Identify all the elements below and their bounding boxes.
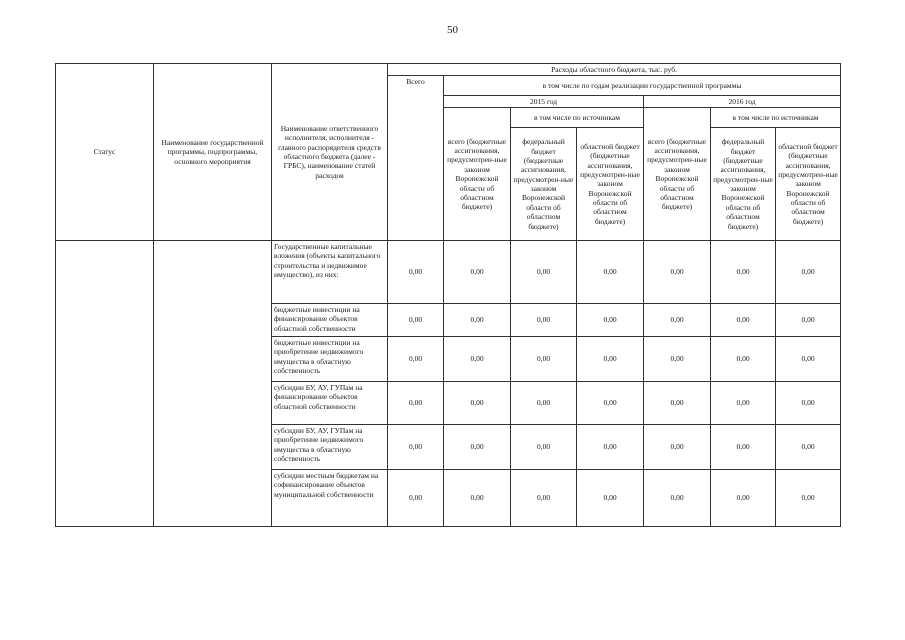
by-years-header: в том числе по годам реализации государственной программы	[444, 76, 841, 96]
row-name: субсидии БУ, АУ, ГУПам на приобретение недвижимого имущества в областную собственность	[272, 425, 388, 470]
status-header: Статус	[56, 64, 154, 241]
value: 0,00	[644, 470, 711, 527]
value: 0,00	[776, 304, 841, 337]
value: 0,00	[444, 241, 511, 304]
value: 0,00	[644, 337, 711, 382]
total-value: 0,00	[388, 382, 444, 425]
value: 0,00	[776, 382, 841, 425]
page-number: 50	[447, 24, 458, 36]
header-row-1	[56, 64, 841, 76]
value: 0,00	[577, 470, 644, 527]
expenses-title-header: Расходы областного бюджета, тыс. руб.	[388, 64, 841, 76]
program-name-header: Наименование государственной программы, подпрограммы, основного мероприятия	[154, 64, 272, 241]
row-name: субсидии местным бюджетам на софинансирование объектов муниципальной собственности	[272, 470, 388, 527]
year2-all-header: всего (бюджетные ассигнования, предусмотрен-ные законом Воронежской области об областном бюджете)	[644, 108, 711, 241]
row-name: субсидии БУ, АУ, ГУПам на финансирование объектов областной собственности	[272, 382, 388, 425]
program-name-cell	[154, 241, 272, 527]
value: 0,00	[644, 382, 711, 425]
total-value: 0,00	[388, 425, 444, 470]
status-cell	[56, 241, 154, 527]
year1-sources-header: в том числе по источникам	[511, 108, 644, 128]
value: 0,00	[511, 241, 577, 304]
value: 0,00	[776, 241, 841, 304]
value: 0,00	[444, 425, 511, 470]
row-name: бюджетные инвестиции на финансирование объектов областной собственности	[272, 304, 388, 337]
value: 0,00	[711, 470, 776, 527]
value: 0,00	[577, 241, 644, 304]
year1-all-header: всего (бюджетные ассигнования, предусмотрен-ные законом Воронежской области об областном бюджете)	[444, 108, 511, 241]
value: 0,00	[577, 304, 644, 337]
value: 0,00	[776, 425, 841, 470]
total-value: 0,00	[388, 241, 444, 304]
year-2016-header: 2016 год	[644, 96, 841, 108]
value: 0,00	[711, 304, 776, 337]
year1-federal-header: федеральный бюджет (бюджетные ассигнования, предусмотрен-ные законом Воронежской области об областном бюджете)	[511, 128, 577, 241]
value: 0,00	[711, 241, 776, 304]
value: 0,00	[644, 425, 711, 470]
table-row	[56, 241, 841, 304]
value: 0,00	[776, 470, 841, 527]
row-name: Государственные капитальные вложения (объекты капитального строительства и недвижимое имущество), из них:	[272, 241, 388, 304]
value: 0,00	[511, 337, 577, 382]
year2-federal-header: федеральный бюджет (бюджетные ассигнования, предусмотрен-ные законом Воронежской области об областном бюджете)	[711, 128, 776, 241]
value: 0,00	[444, 304, 511, 337]
value: 0,00	[776, 337, 841, 382]
total-value: 0,00	[388, 304, 444, 337]
year-2015-header: 2015 год	[444, 96, 644, 108]
value: 0,00	[511, 425, 577, 470]
value: 0,00	[644, 304, 711, 337]
value: 0,00	[444, 337, 511, 382]
grbs-name-header: Наименование ответственного исполнителя, исполнителя - главного распорядителя средств областного бюджета (далее - ГРБС), наименование статей расходов	[272, 64, 388, 241]
value: 0,00	[577, 382, 644, 425]
year2-regional-header: областной бюджет (бюджетные ассигнования, предусмотрен-ные законом Воронежской области об областном бюджете)	[776, 128, 841, 241]
value: 0,00	[577, 337, 644, 382]
total-value: 0,00	[388, 470, 444, 527]
value: 0,00	[644, 241, 711, 304]
total-header: Всего	[388, 76, 444, 241]
value: 0,00	[444, 470, 511, 527]
value: 0,00	[711, 337, 776, 382]
value: 0,00	[577, 425, 644, 470]
value: 0,00	[711, 425, 776, 470]
year1-regional-header: областной бюджет (бюджетные ассигнования, предусмотрен-ные законом Воронежской области об областном бюджете)	[577, 128, 644, 241]
row-name: бюджетные инвестиции на приобретение недвижимого имущества в областную собственность	[272, 337, 388, 382]
total-value: 0,00	[388, 337, 444, 382]
value: 0,00	[511, 382, 577, 425]
value: 0,00	[511, 470, 577, 527]
value: 0,00	[511, 304, 577, 337]
value: 0,00	[711, 382, 776, 425]
value: 0,00	[444, 382, 511, 425]
budget-table	[55, 63, 841, 527]
year2-sources-header: в том числе по источникам	[711, 108, 841, 128]
